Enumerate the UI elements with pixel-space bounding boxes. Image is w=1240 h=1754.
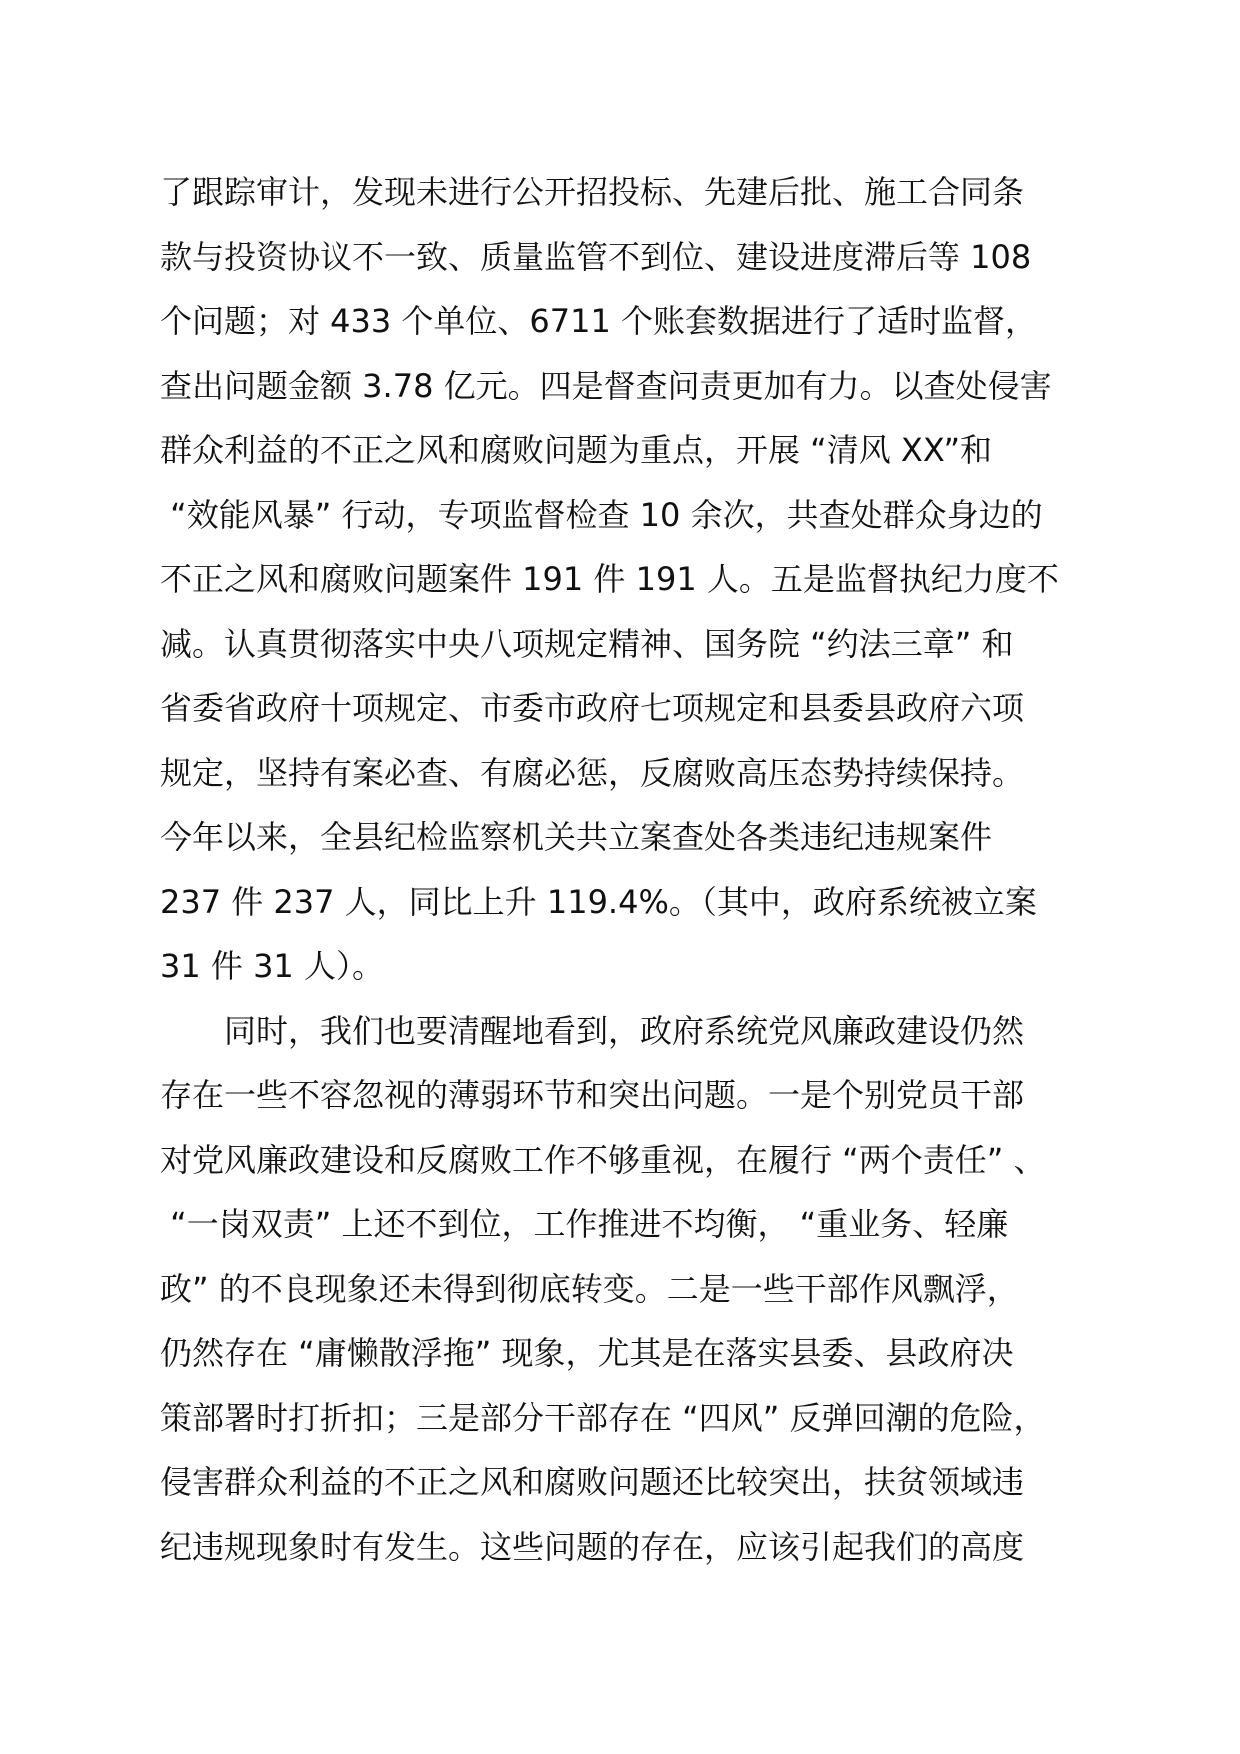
text-line: “效能风暴” 行动，专项监督检查 10 余次，共查处群众身边的 <box>160 495 1043 534</box>
text-line: 存在一些不容忽视的薄弱环节和突出问题。一是个别党员干部 <box>160 1076 1025 1114</box>
text-line: “一岗双责” 上还不到位，工作推进不均衡， “重业务、轻廉 <box>160 1205 1009 1243</box>
text-line: 群众利益的不正之风和腐败问题为重点，开展 “清风 XX”和 <box>160 431 993 469</box>
text-line: 同时，我们也要清醒地看到，政府系统党风廉政建设仍然 <box>160 1011 1025 1050</box>
text-line: 规定，坚持有案必查、有腐必惩，反腐败高压态势持续保持。 <box>160 753 1025 792</box>
text-line: 减。认真贯彻落实中央八项规定精神、国务院 “约法三章” 和 <box>160 624 1014 663</box>
text-line: 政” 的不良现象还未得到彻底转变。二是一些干部作风飘浮， <box>160 1269 1019 1308</box>
text-line: 31 件 31 人）。 <box>160 947 384 985</box>
text-line: 仍然存在 “庸懒散浮拖” 现象，尤其是在落实县委、县政府决 <box>160 1334 1014 1372</box>
text-line: 了跟踪审计，发现未进行公开招投标、先建后批、施工合同条 <box>160 173 1025 211</box>
text-line: 款与投资协议不一致、质量监管不到位、建设进度滞后等 108 <box>160 237 1032 276</box>
text-line: 策部署时打折扣；三是部分干部存在 “四风” 反弹回潮的危险， <box>160 1398 1046 1437</box>
text-line: 省委省政府十项规定、市委市政府七项规定和县委县政府六项 <box>160 689 1025 727</box>
text-line: 不正之风和腐败问题案件 191 件 191 人。五是监督执纪力度不 <box>160 560 1059 598</box>
text-line: 对党风廉政建设和反腐败工作不够重视，在履行 “两个责任” 、 <box>160 1140 1046 1179</box>
text-line: 纪违规现象时有发生。这些问题的存在，应该引起我们的高度 <box>160 1527 1025 1566</box>
text-line: 个问题；对 433 个单位、6711 个账套数据进行了适时监督， <box>160 302 1038 340</box>
text-line: 查出问题金额 3.78 亿元。四是督查问责更加有力。以查处侵害 <box>160 366 1052 405</box>
body-text <box>160 160 1120 1579</box>
text-line: 侵害群众利益的不正之风和腐败问题还比较突出，扶贫领域违 <box>160 1463 1025 1501</box>
text-line: 今年以来，全县纪检监察机关共立案查处各类违纪违规案件 <box>160 818 993 856</box>
text-line: 237 件 237 人，同比上升 119.4%。（其中，政府系统被立案 <box>160 882 1037 921</box>
